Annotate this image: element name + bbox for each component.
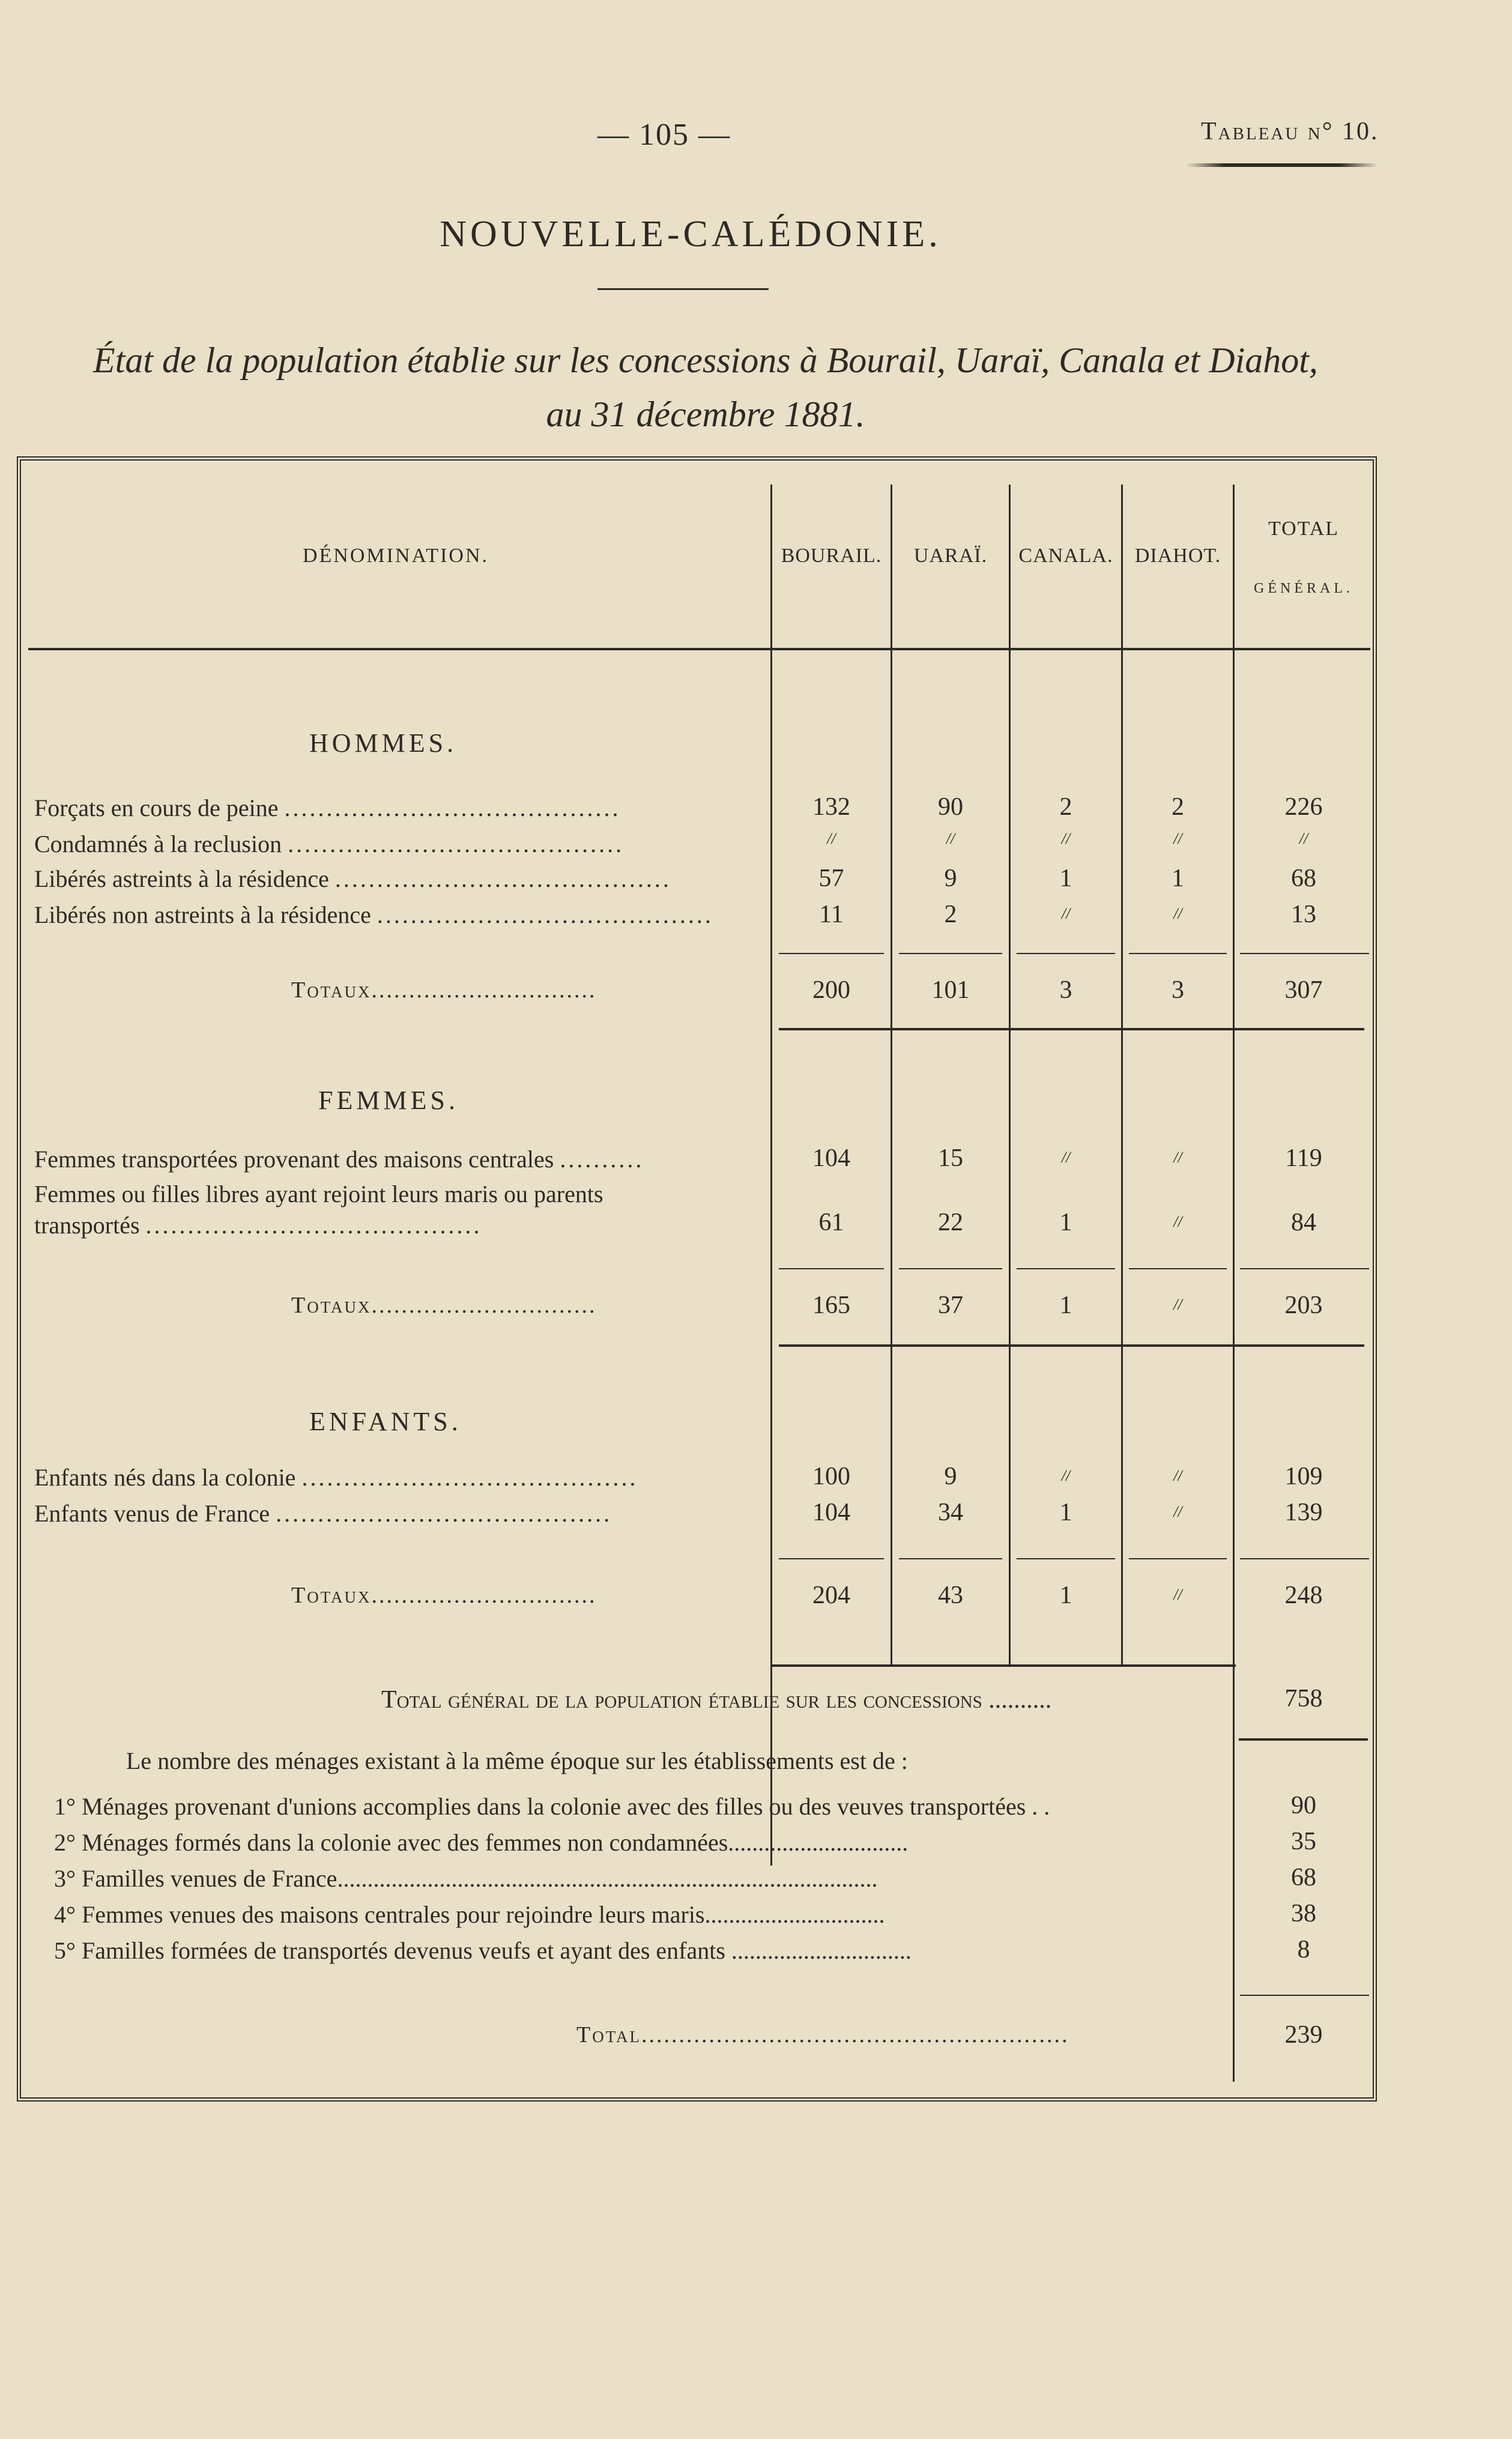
- menages-total-rule: [1240, 1995, 1369, 1996]
- femmes-total-diahot: //: [1173, 1296, 1182, 1313]
- header-total-line-2: GÉNÉRAL.: [1254, 581, 1353, 596]
- cell-forcats-total: 226: [1284, 793, 1323, 821]
- cell-non-astreints-bourail: 11: [819, 901, 844, 928]
- sum-rule: [1240, 1558, 1369, 1559]
- cell-femmes-transportees-uarai: 15: [938, 1144, 963, 1172]
- header-bourail: BOURAIL.: [781, 545, 882, 567]
- sum-rule: [1017, 1558, 1115, 1559]
- femmes-totals-label: Totaux..............................: [291, 1293, 597, 1318]
- enfants-totals-label: Totaux..............................: [291, 1583, 597, 1608]
- menages-row-4-label: 4° Femmes venues des maisons centrales pour rejoindre leurs maris..............................: [54, 1901, 885, 1928]
- grand-total-rule: [1239, 1738, 1368, 1741]
- row-label-reclusion: Condamnés à la reclusion ........................................: [34, 830, 624, 857]
- femmes-total-uarai: 37: [938, 1292, 963, 1319]
- menages-row-4-value: 38: [1291, 1900, 1316, 1927]
- sum-rule: [1240, 953, 1369, 954]
- cell-enfants-colonie-diahot: //: [1173, 1467, 1182, 1484]
- femmes-total-bourail: 165: [812, 1292, 850, 1319]
- row-label-liberes-astreints: Libérés astreints à la résidence ........................................: [34, 865, 671, 892]
- cell-reclusion-diahot: //: [1173, 830, 1182, 847]
- row-label-femmes-libres: Femmes ou filles libres ayant rejoint leurs maris ou parents: [34, 1180, 603, 1207]
- table-subtitle: [30, 333, 1381, 441]
- title-rule: [597, 288, 769, 290]
- menages-row-5-value: 8: [1297, 1936, 1310, 1963]
- header-canala: CANALA.: [1018, 545, 1113, 567]
- cell-forcats-diahot: 2: [1172, 793, 1184, 821]
- header-rule: [28, 648, 1370, 650]
- section-femmes: FEMMES.: [318, 1086, 459, 1115]
- grand-total-label: Total général de la population établie sur les concessions ..........: [381, 1686, 1052, 1714]
- cell-enfants-france-total: 139: [1284, 1499, 1323, 1526]
- menages-row-2-value: 35: [1291, 1828, 1316, 1855]
- cell-forcats-canala: 2: [1059, 793, 1072, 821]
- cell-astreints-diahot: 1: [1172, 865, 1184, 892]
- enfants-total-canala: 1: [1059, 1582, 1072, 1609]
- section-hommes: HOMMES.: [309, 728, 458, 758]
- enfants-total-bourail: 204: [812, 1582, 850, 1609]
- cell-enfants-france-bourail: 104: [812, 1499, 850, 1526]
- femmes-total-canala: 1: [1059, 1292, 1072, 1319]
- table-reference: Tableau n° 10.: [1201, 118, 1379, 145]
- cell-femmes-libres-diahot: //: [1173, 1213, 1182, 1230]
- cell-enfants-colonie-total: 109: [1284, 1463, 1323, 1490]
- cell-forcats-uarai: 90: [938, 793, 963, 821]
- hommes-total-canala: 3: [1059, 976, 1072, 1004]
- cell-non-astreints-total: 13: [1291, 901, 1316, 928]
- sum-rule: [899, 1558, 1002, 1559]
- row-label-femmes-transportees: Femmes transportées provenant des maisons centrales ..........: [34, 1146, 644, 1173]
- sum-rule: [1017, 953, 1115, 954]
- menages-row-1-value: 90: [1291, 1792, 1316, 1819]
- section-enfants: ENFANTS.: [309, 1407, 462, 1436]
- row-label-enfants-colonie: Enfants nés dans la colonie ........................................: [34, 1464, 638, 1491]
- sum-rule: [1129, 1558, 1227, 1559]
- cell-astreints-bourail: 57: [818, 865, 844, 892]
- cell-astreints-total: 68: [1291, 865, 1316, 892]
- row-label-femmes-libres-cont: transportés ........................................: [34, 1212, 482, 1239]
- enfants-total-general: 248: [1284, 1582, 1323, 1609]
- enfants-total-rule: [770, 1664, 1236, 1667]
- header-denomination: DÉNOMINATION.: [302, 545, 489, 567]
- cell-forcats-bourail: 132: [812, 793, 850, 821]
- header-uarai: UARAÏ.: [913, 545, 988, 567]
- sum-rule: [899, 1268, 1002, 1269]
- sum-rule: [779, 1558, 884, 1559]
- header-total-line-1: TOTAL: [1268, 518, 1340, 540]
- cell-femmes-transportees-diahot: //: [1173, 1149, 1182, 1166]
- sum-rule: [1240, 1268, 1369, 1269]
- population-table: [17, 456, 1377, 2102]
- hommes-total-general: 307: [1284, 976, 1323, 1004]
- menages-total-value: 239: [1284, 2021, 1323, 2049]
- hommes-total-diahot: 3: [1172, 976, 1184, 1004]
- hommes-total-bourail: 200: [812, 976, 850, 1004]
- sum-rule: [1129, 1268, 1227, 1269]
- sum-rule: [1017, 1268, 1115, 1269]
- table-reference-rule: [1186, 163, 1378, 167]
- menages-total-label: Total.........................................................: [576, 2022, 1069, 2048]
- row-label-liberes-non-astreints: Libérés non astreints à la résidence ........................................: [34, 901, 713, 928]
- hommes-totals-label: Totaux..............................: [291, 978, 597, 1003]
- header-diahot: DIAHOT.: [1134, 545, 1221, 567]
- cell-reclusion-total: //: [1299, 830, 1308, 847]
- cell-enfants-france-uarai: 34: [938, 1499, 963, 1526]
- cell-enfants-france-canala: 1: [1059, 1499, 1072, 1526]
- subtitle-line-1: État de la population établie sur les concessions à Bourail, Uaraï, Canala et Diahot,: [93, 340, 1318, 380]
- cell-femmes-libres-uarai: 22: [938, 1209, 963, 1236]
- sum-rule: [1129, 953, 1227, 954]
- menages-row-1-label: 1° Ménages provenant d'unions accomplies dans la colonie avec des filles ou des veuves transportées . .: [54, 1793, 1050, 1820]
- cell-astreints-canala: 1: [1059, 865, 1072, 892]
- hommes-total-uarai: 101: [931, 976, 970, 1004]
- cell-non-astreints-canala: //: [1061, 905, 1071, 922]
- menages-intro: Le nombre des ménages existant à la même époque sur les établissements est de :: [126, 1747, 908, 1774]
- menages-row-3-value: 68: [1291, 1864, 1316, 1891]
- menages-row-3-label: 3° Familles venues de France..........................................................................................: [54, 1865, 878, 1892]
- cell-femmes-libres-canala: 1: [1059, 1209, 1072, 1236]
- row-label-forcats: Forçats en cours de peine ........................................: [34, 794, 621, 821]
- sum-rule: [899, 953, 1002, 954]
- cell-enfants-colonie-bourail: 100: [812, 1463, 850, 1490]
- enfants-total-diahot: //: [1173, 1586, 1182, 1603]
- hommes-total-rule: [779, 1028, 1364, 1030]
- cell-enfants-france-diahot: //: [1173, 1503, 1182, 1520]
- cell-reclusion-bourail: //: [827, 830, 836, 847]
- cell-astreints-uarai: 9: [944, 865, 957, 892]
- femmes-total-rule: [779, 1344, 1364, 1347]
- cell-femmes-transportees-canala: //: [1061, 1149, 1071, 1166]
- page-number: — 105 —: [597, 118, 731, 152]
- cell-non-astreints-uarai: 2: [944, 901, 957, 928]
- col-sep-4: [1121, 485, 1123, 1664]
- sum-rule: [779, 1268, 884, 1269]
- cell-reclusion-uarai: //: [946, 830, 955, 847]
- cell-femmes-transportees-bourail: 104: [812, 1144, 850, 1172]
- page-title: NOUVELLE-CALÉDONIE.: [440, 214, 942, 255]
- cell-femmes-libres-total: 84: [1291, 1209, 1316, 1236]
- cell-reclusion-canala: //: [1061, 830, 1071, 847]
- cell-enfants-colonie-uarai: 9: [944, 1463, 957, 1490]
- col-sep-1: [770, 485, 772, 1866]
- subtitle-line-2: au 31 décembre 1881.: [546, 394, 865, 434]
- cell-non-astreints-diahot: //: [1173, 905, 1182, 922]
- row-label-enfants-france: Enfants venus de France ........................................: [34, 1500, 612, 1527]
- menages-row-2-label: 2° Ménages formés dans la colonie avec des femmes non condamnées..............................: [54, 1829, 909, 1856]
- enfants-total-uarai: 43: [938, 1582, 963, 1609]
- menages-row-5-label: 5° Familles formées de transportés devenus veufs et ayant des enfants ..............................: [54, 1937, 912, 1964]
- grand-total-value: 758: [1284, 1685, 1323, 1712]
- femmes-total-general: 203: [1284, 1292, 1323, 1319]
- cell-enfants-colonie-canala: //: [1061, 1467, 1071, 1484]
- cell-femmes-transportees-total: 119: [1285, 1144, 1322, 1172]
- cell-femmes-libres-bourail: 61: [818, 1209, 844, 1236]
- col-sep-3: [1009, 485, 1011, 1664]
- sum-rule: [779, 953, 884, 954]
